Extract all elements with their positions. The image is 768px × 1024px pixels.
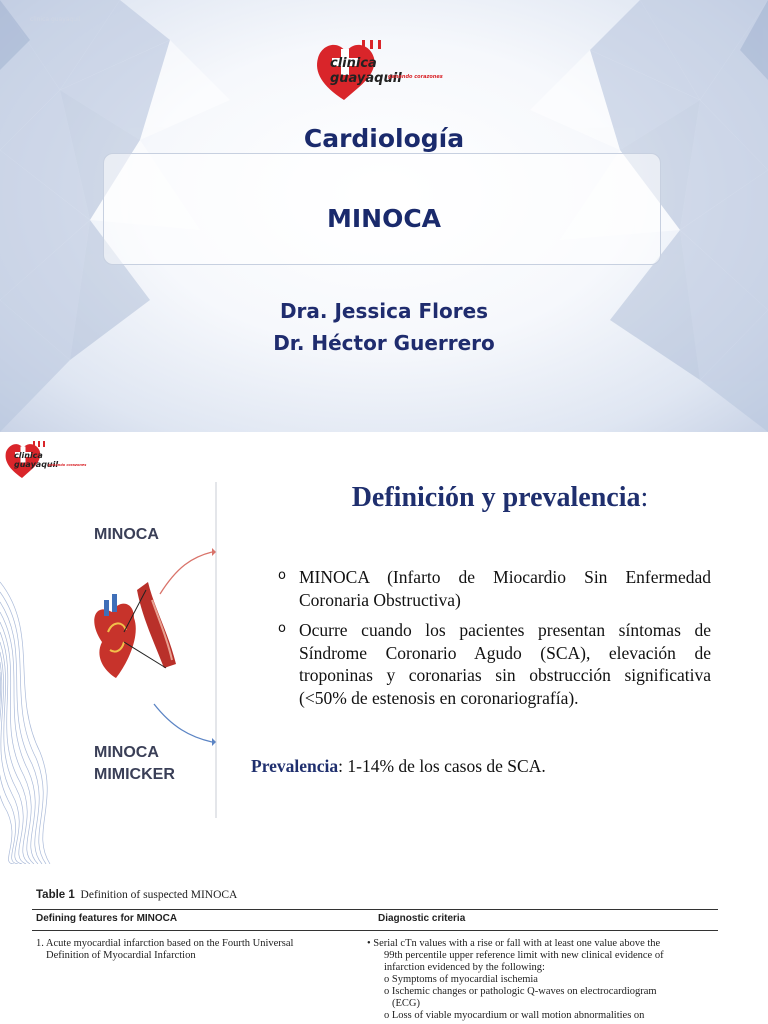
diagram-label-minoca: MINOCA — [94, 526, 159, 543]
logo-tagline: ganando corazones — [48, 463, 87, 467]
table-slide — [0, 864, 768, 1024]
table-cell-row1-col1-line2: Definition of Myocardial Infarction — [46, 950, 196, 961]
table-cell-row1-col1-line1: 1. Acute myocardial infarction based on the Fourth Universal — [36, 938, 294, 949]
table-header-col2: Diagnostic criteria — [378, 913, 466, 924]
clinic-logo — [314, 38, 450, 102]
criteria-line: o Loss of viable myocardium or wall motion abnormalities on — [384, 1010, 645, 1021]
bullet-mark: o — [278, 568, 286, 583]
diagram-label-minoca-mimicker-line1: MINOCA — [94, 744, 159, 761]
table-caption — [36, 889, 237, 901]
bullet-text: Ocurre cuando los pacientes presentan síntomas de Síndrome Coronario Agudo (SCA), elevación de troponinas y coronarias sin obstrucción significativa (<50% de estenosis en coronariografía). — [299, 620, 711, 708]
table-top-rule — [32, 909, 718, 910]
table-header-col1: Defining features for MINOCA — [36, 913, 178, 924]
prevalence-label: Prevalencia — [251, 756, 339, 776]
table-caption-label: Table 1 — [36, 889, 75, 901]
corner-watermark: clinica guayaquil — [30, 16, 81, 23]
logo-text: clinica guayaquil — [330, 56, 402, 86]
prevalence-line — [251, 756, 546, 777]
title-slide — [0, 0, 768, 432]
logo-text: clinica guayaquil — [14, 451, 59, 469]
author-1: Dra. Jessica Flores — [279, 299, 489, 323]
slide-title: MINOCA — [326, 204, 442, 233]
section-title-text: Definición y prevalencia — [351, 482, 641, 513]
criteria-line: 99th percentile upper reference limit with new clinical evidence of — [384, 950, 664, 961]
definition-slide — [0, 432, 768, 864]
bullet-mark: o — [278, 621, 286, 636]
criteria-line: o Ischemic changes or pathologic Q-waves on electrocardiogram — [384, 986, 657, 997]
slide-subtitle: Cardiología — [303, 124, 465, 153]
bullet-text: MINOCA (Infarto de Miocardio Sin Enfermedad Coronaria Obstructiva) — [299, 567, 711, 610]
logo-tagline: ganando corazones — [388, 74, 443, 80]
minoca-diagram — [82, 482, 218, 818]
bullet-item — [278, 619, 711, 709]
bullet-item — [278, 566, 711, 611]
criteria-line: o Symptoms of myocardial ischemia — [384, 974, 538, 985]
bullet-list — [278, 566, 711, 717]
criteria-line: (ECG) — [392, 998, 420, 1009]
prevalence-value: : 1-14% de los casos de SCA. — [338, 756, 546, 776]
table-header-rule — [32, 930, 718, 931]
section-title-colon: : — [640, 482, 649, 513]
diagram-label-minoca-mimicker-line2: MIMICKER — [94, 766, 175, 783]
criteria-line: infarction evidenced by the following: — [384, 962, 545, 973]
clinic-logo-small — [4, 440, 88, 480]
criteria-line: • Serial cTn values with a rise or fall with at least one value above the — [367, 938, 661, 949]
table-caption-text: Definition of suspected MINOCA — [80, 889, 238, 901]
section-title — [250, 482, 750, 514]
author-2: Dr. Héctor Guerrero — [273, 331, 495, 355]
